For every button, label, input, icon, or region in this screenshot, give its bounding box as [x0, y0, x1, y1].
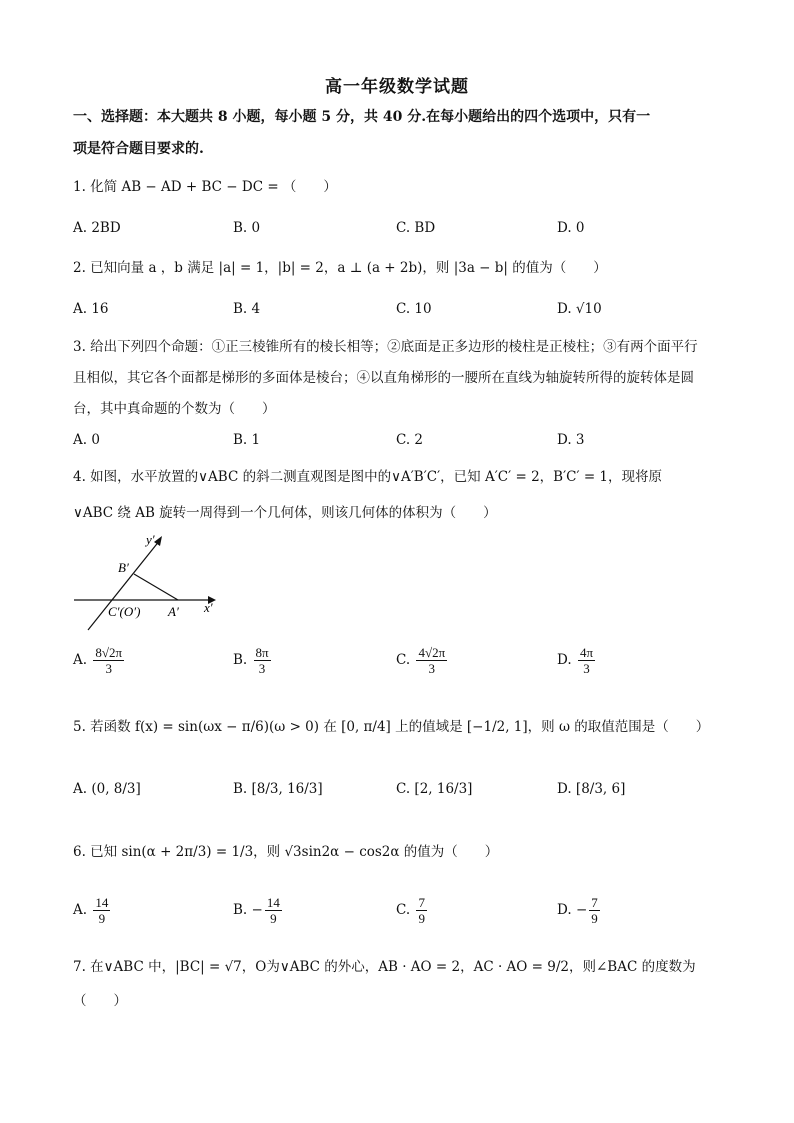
question-3-line2: 且相似，其它各个面都是梯形的多面体是棱台；④以直角梯形的一腰所在直线为轴旋转所得的旋转体是圆: [73, 370, 694, 386]
section-heading-line2: 项是符合题目要求的.: [73, 141, 204, 157]
q2-option-c: C. 10: [396, 301, 432, 317]
q6-option-b-fraction: $\frac{14}{9}$: [266, 895, 280, 926]
q3-option-a: A. 0: [73, 432, 100, 448]
q2-option-d: D. √10: [557, 301, 602, 317]
q3-option-d: D. 3: [557, 432, 585, 448]
q5-option-d: D. [8/3, 6]: [557, 781, 626, 797]
q5-option-a: A. (0, 8/3]: [73, 781, 141, 797]
question-7-line1: 7. 在∨ABC 中，|BC| = √7，O为∨ABC 的外心，AB · AO = 2，AC · AO = 9/2，则∠BAC 的度数为: [73, 959, 696, 975]
question-4-line2: ∨ABC 绕 AB 旋转一周得到一个几何体，则该几何体的体积为（ ）: [73, 505, 497, 521]
question-4-line1: 4. 如图，水平放置的∨ABC 的斜二测直观图是图中的∨A′B′C′，已知 A′C′ = 2，B′C′ = 1，现将原: [73, 469, 663, 485]
q3-option-c: C. 2: [396, 432, 424, 448]
x-axis-label: x′: [204, 600, 213, 615]
question-5-stem: 5. 若函数 f(x) = sin(ωx − π/6)(ω > 0) 在 [0, π/4] 上的值域是 [−1/2, 1]，则 ω 的取值范围是（ ）: [73, 719, 710, 735]
q6-option-c: C. $\frac{7}{9}$: [396, 895, 425, 926]
q1-option-d: D. 0: [557, 220, 585, 236]
q4-option-c: C. $\frac{4√2\pi}{3}$: [396, 645, 446, 676]
question-2-stem: 2. 已知向量 a ，b 满足 |a| = 1，|b| = 2，a ⊥ (a + 2b)，则 |3a − b| 的值为（ ）: [73, 260, 607, 276]
q4-option-a-fraction: $\frac{8√2\pi}{3}$: [95, 645, 123, 676]
q6-option-a-fraction: $\frac{14}{9}$: [95, 895, 109, 926]
point-a-label: A′: [168, 604, 179, 619]
q6-option-c-fraction: $\frac{7}{9}$: [418, 895, 425, 926]
q1-option-c: C. BD: [396, 220, 436, 236]
question-6-stem: 6. 已知 sin(α + 2π/3) = 1/3，则 √3sin2α − cos2α 的值为（ ）: [73, 844, 499, 860]
q4-option-b: B. $\frac{8\pi}{3}$: [233, 645, 269, 676]
q5-option-b: B. [8/3, 16/3]: [233, 781, 323, 797]
q2-option-b: B. 4: [233, 301, 261, 317]
y-axis-arrow: [154, 536, 162, 546]
q4-option-d-fraction: $\frac{4\pi}{3}$: [579, 645, 594, 676]
q6-option-d: D. − $\frac{7}{9}$: [557, 895, 598, 926]
q6-option-a: A. $\frac{14}{9}$: [73, 895, 109, 926]
section-heading-line1: 一、选择题：本大题共 8 小题，每小题 5 分，共 40 分.在每小题给出的四个选项中，只有一: [73, 109, 651, 125]
q5-option-c: C. [2, 16/3]: [396, 781, 473, 797]
segment-b-a: [134, 574, 178, 600]
point-b-label: B′: [118, 560, 129, 575]
q1-option-a: A. 2BD: [73, 220, 121, 236]
question-7-line2: （ ）: [73, 993, 127, 1009]
q1-option-b: B. 0: [233, 220, 261, 236]
q2-option-a: A. 16: [73, 301, 109, 317]
page-title: 高一年级数学试题: [325, 77, 469, 97]
oblique-projection-figure: [68, 530, 228, 635]
q6-option-b: B. − $\frac{14}{9}$: [233, 895, 280, 926]
q4-option-d: D. $\frac{4\pi}{3}$: [557, 645, 594, 676]
question-3-line3: 台，其中真命题的个数为（ ）: [73, 401, 276, 417]
q6-option-d-fraction: $\frac{7}{9}$: [591, 895, 598, 926]
q4-option-b-fraction: $\frac{8\pi}{3}$: [255, 645, 269, 676]
q4-option-c-fraction: $\frac{4√2\pi}{3}$: [418, 645, 446, 676]
q3-option-b: B. 1: [233, 432, 261, 448]
question-1-stem: 1. 化简 AB − AD + BC − DC = （ ）: [73, 179, 337, 195]
point-c-label: C′(O′): [108, 604, 141, 619]
y-axis-label: y′: [146, 532, 155, 547]
question-3-line1: 3. 给出下列四个命题：①正三棱锥所有的棱长相等；②底面是正多边形的棱柱是正棱柱；③有两个面平行: [73, 339, 698, 355]
q4-option-a: A. $\frac{8√2\pi}{3}$: [73, 645, 123, 676]
